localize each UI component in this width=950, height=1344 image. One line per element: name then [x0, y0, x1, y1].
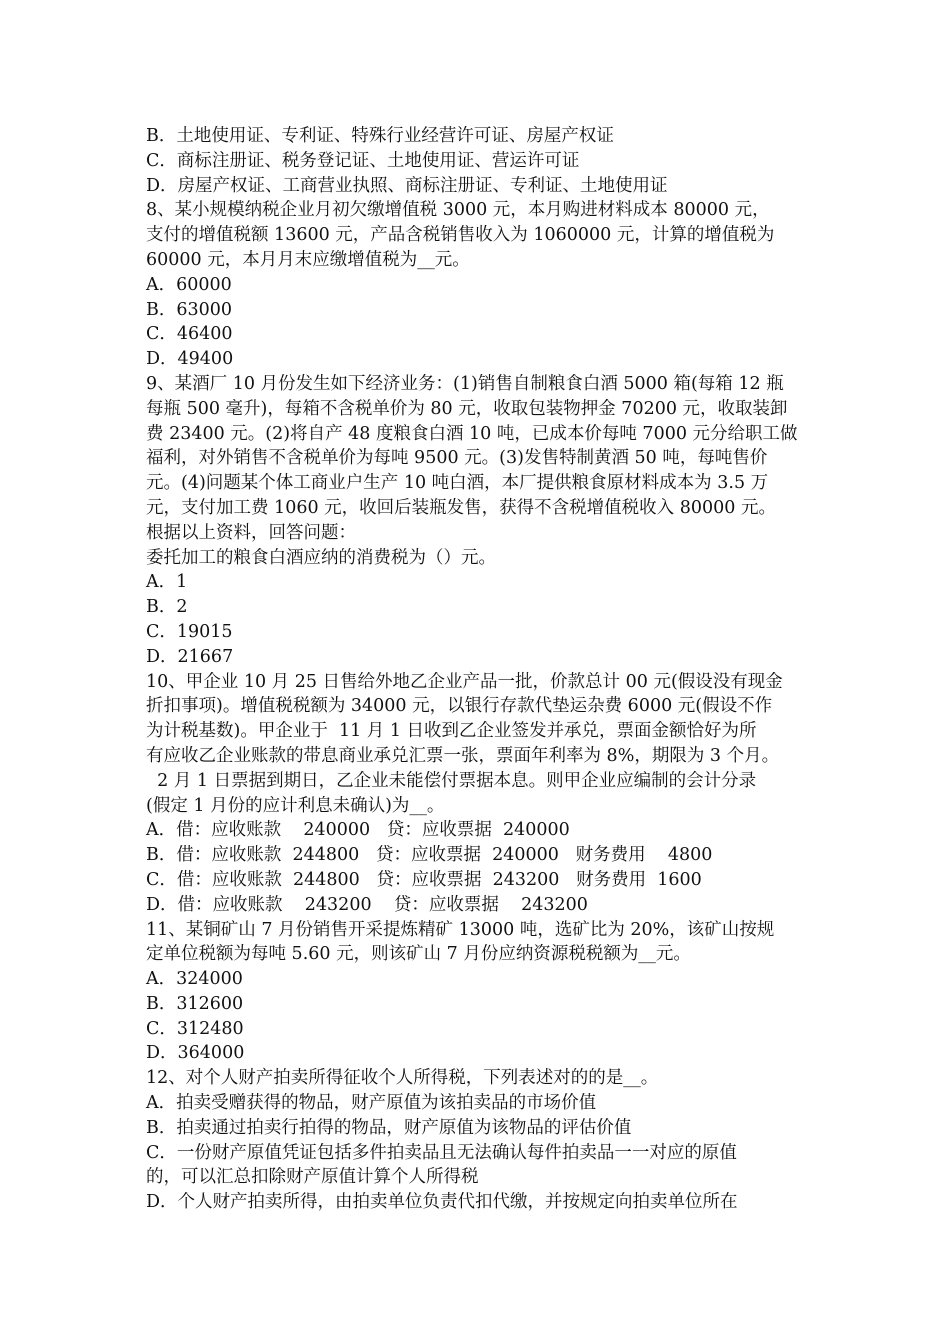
option-line: A．拍卖受赠获得的物品，财产原值为该拍卖品的市场价值 — [146, 1093, 597, 1114]
question-9-line: 元，支付加工费 1060 元，收回后装瓶发售，获得不含税增值税收入 80000 元。 — [146, 497, 776, 518]
question-9-line: 委托加工的粮食白酒应纳的消费税为（）元。 — [146, 547, 496, 568]
document-body — [146, 124, 826, 1215]
question-10-line: 10、甲企业 10 月 25 日售给外地乙企业产品一批，价款总计 00 元(假设没有现金 — [146, 671, 783, 692]
question-11-line: 定单位税额为每吨 5.60 元，则该矿山 7 月份应纳资源税税额为__元。 — [146, 944, 691, 965]
question-9-line: 福利，对外销售不含税单价为每吨 9500 元。(3)发售特制黄酒 50 吨，每吨售价 — [146, 448, 768, 469]
question-10-line: 为计税基数)。甲企业于 11 月 1 日收到乙企业签发并承兑，票面金额恰好为所 — [146, 721, 757, 742]
option-line: C．19015 — [146, 621, 233, 642]
option-line: D．借：应收账款 243200 贷：应收票据 243200 — [146, 894, 588, 915]
option-line: B．土地使用证、专利证、特殊行业经营许可证、房屋产权证 — [146, 126, 614, 146]
option-line: B．312600 — [146, 993, 244, 1014]
question-9-line: 9、某酒厂 10 月份发生如下经济业务：(1)销售自制粮食白酒 5000 箱(每箱 12 瓶 — [146, 373, 784, 394]
option-line: B．2 — [146, 597, 188, 618]
question-10-line: (假定 1 月份的应计利息未确认)为__。 — [146, 795, 445, 816]
question-9-line: 费 23400 元。(2)将自产 48 度粮食白酒 10 吨，已成本价每吨 7000 元分给职工做 — [146, 423, 798, 444]
option-line: D．房屋产权证、工商营业执照、商标注册证、专利证、土地使用证 — [146, 175, 668, 196]
option-line: B．拍卖通过拍卖行拍得的物品，财产原值为该物品的评估价值 — [146, 1117, 632, 1138]
question-12-line: 12、对个人财产拍卖所得征收个人所得税，下列表述对的的是__。 — [146, 1068, 659, 1089]
question-8-line: 8、某小规模纳税企业月初欠缴增值税 3000 元，本月购进材料成本 80000 元， — [146, 200, 770, 221]
option-line: A．借：应收账款 240000 贷：应收票据 240000 — [146, 820, 570, 841]
option-line: D．364000 — [146, 1043, 245, 1064]
question-9-line: 每瓶 500 毫升)，每箱不含税单价为 80 元，收取包装物押金 70200 元，收取装卸 — [146, 398, 788, 419]
question-8-line: 60000 元，本月月末应缴增值税为__元。 — [146, 249, 470, 270]
option-line: C．借：应收账款 244800 贷：应收票据 243200 财务费用 1600 — [146, 869, 702, 890]
question-9-line: 根据以上资料，回答问题： — [146, 522, 356, 543]
option-line: D．21667 — [146, 646, 234, 667]
option-line: C．商标注册证、税务登记证、土地使用证、营运许可证 — [146, 150, 580, 171]
question-10-line: 折扣事项)。增值税税额为 34000 元，以银行存款代垫运杂费 6000 元(假设不作 — [146, 696, 773, 717]
question-10-line: 有应收乙企业账款的带息商业承兑汇票一张，票面年利率为 8%，期限为 3 个月。 — [146, 745, 780, 766]
option-line: C．46400 — [146, 324, 233, 345]
question-9-line: 元。(4)问题某个体工商业户生产 10 吨白酒，本厂提供粮食原材料成本为 3.5 万 — [146, 473, 769, 494]
option-line: A．1 — [146, 572, 188, 593]
option-line: C．一份财产原值凭证包括多件拍卖品且无法确认每件拍卖品一一对应的原值 — [146, 1142, 737, 1163]
option-line: C．312480 — [146, 1018, 244, 1039]
option-line: D．49400 — [146, 349, 234, 370]
option-line: A．324000 — [146, 969, 243, 990]
option-line: A．60000 — [146, 274, 232, 295]
question-8-line: 支付的增值税额 13600 元，产品含税销售收入为 1060000 元，计算的增值税为 — [146, 225, 775, 246]
option-line: B．借：应收账款 244800 贷：应收票据 240000 财务费用 4800 — [146, 845, 713, 866]
option-line: 的，可以汇总扣除财产原值计算个人所得税 — [146, 1167, 479, 1188]
question-10-line: 2 月 1 日票据到期日，乙企业未能偿付票据本息。则甲企业应编制的会计分录 — [146, 770, 757, 791]
option-line: D．个人财产拍卖所得，由拍卖单位负责代扣代缴，并按规定向拍卖单位所在 — [146, 1192, 738, 1213]
question-11-line: 11、某铜矿山 7 月份销售开采提炼精矿 13000 吨，选矿比为 20%，该矿山按规 — [146, 919, 775, 940]
option-line: B．63000 — [146, 299, 233, 320]
